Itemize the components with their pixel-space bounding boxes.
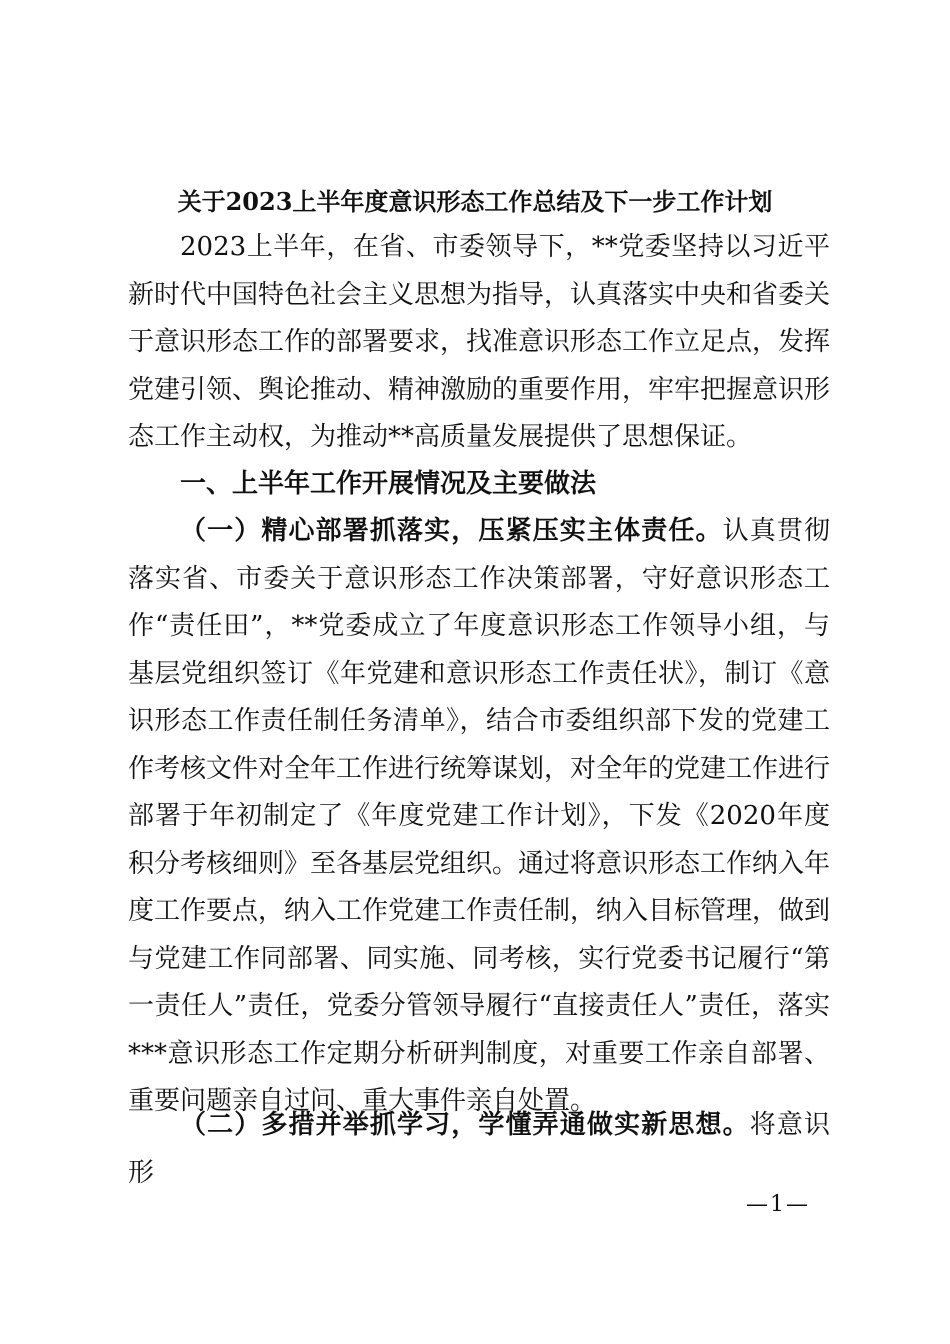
- section-1-heading: 一、上半年工作开展情况及主要做法: [180, 469, 597, 499]
- section-1-item-2-text: 将意识形: [128, 1110, 830, 1188]
- document-title: 关于2023上半年度意识形态工作总结及下一步工作计划: [177, 187, 773, 216]
- section-1-item-1-paragraph: [128, 508, 830, 1126]
- section-1-item-2-heading: （二）多措并举抓学习，学懂弄通做实新思想。: [180, 1110, 750, 1140]
- section-1-item-1-heading: （一）精心部署抓落实，压紧压实主体责任。: [180, 516, 723, 546]
- section-1-item-1-text: 认真贯彻落实省、市委关于意识形态工作决策部署，守好意识形态工作“责任田”，**党委成立了年度意识形态工作领导小组，与基层党组织签订《年党建和意识形态工作责任状》，制订《意识形态工作责任制任务清单》，结合市委组织部下发的党建工作考核文件对全年工作进行统筹谋划，对全年的党建工作进行部署于年初制定了《年度党建工作计划》，下发《2020年度积分考核细则》至各基层党组织。通过将意识形态工作纳入年度工作要点，纳入工作党建工作责任制，纳入目标管理，做到与党建工作同部署、同实施、同考核，实行党委书记履行“第一责任人”责任，党委分管领导履行“直接责任人”责任，落实***意识形态工作定期分析研判制度，对重要工作亲自部署、重要问题亲自过问、重大事件亲自处置。: [128, 516, 831, 1116]
- intro-paragraph: 2023上半年，在省、市委领导下，**党委坚持以习近平新时代中国特色社会主义思想为指导，认真落实中央和省委关于意识形态工作的部署要求，找准意识形态工作立足点，发挥党建引领、舆论推动、精神激励的重要作用，牢牢把握意识形态工作主动权，为推动**高质量发展提供了思想保证。: [128, 232, 831, 452]
- section-1-item-2-paragraph: [128, 1102, 830, 1197]
- page-number: —1—: [746, 1192, 810, 1217]
